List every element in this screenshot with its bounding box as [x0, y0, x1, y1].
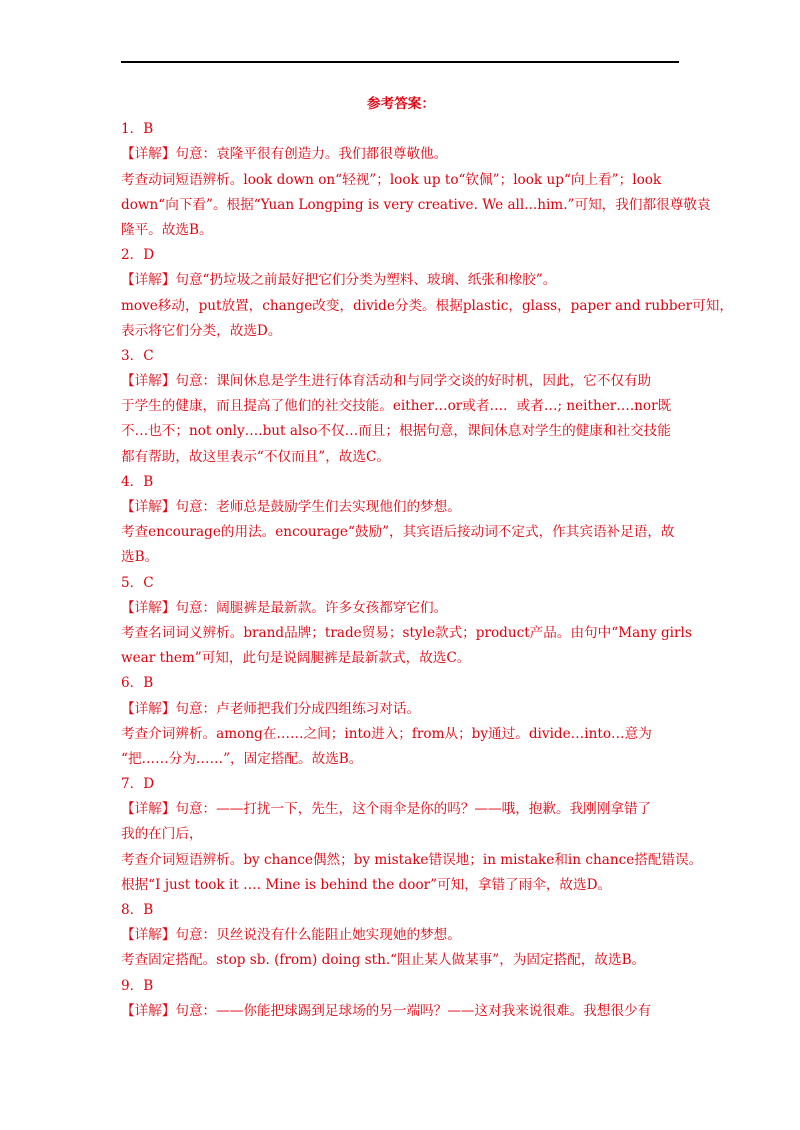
question-7-answer: 7．D	[121, 776, 155, 793]
header-rule	[121, 61, 679, 63]
question-7-explanation-line: 根据“I just took it …. Mine is behind the door”可知，拿错了雨伞，故选D。	[121, 876, 612, 893]
question-8-translation: 【详解】句意：贝丝说没有什么能阻止她实现她的梦想。	[121, 927, 461, 944]
question-6-answer: 6．B	[121, 675, 154, 692]
question-1-explanation-line: down“向下看”。根据“Yuan Longping is very creative. We all...him.”可知，我们都很尊敬袁	[121, 196, 711, 213]
answer-title: 参考答案：	[367, 96, 435, 112]
question-1-explanation-line: 考查动词短语辨析。look down on“轻视”；look up to“钦佩”；look up“向上看”；look	[121, 171, 662, 188]
question-2-explanation-line: 表示将它们分类，故选D。	[121, 322, 282, 339]
question-6-translation: 【详解】句意：卢老师把我们分成四组练习对话。	[121, 700, 421, 717]
question-9-answer: 9．B	[121, 977, 154, 994]
question-7-translation: 【详解】句意：——打扰一下，先生，这个雨伞是你的吗？——哦，抱歉。我刚刚拿错了	[121, 801, 652, 818]
question-7-translation-cont: 我的在门后，	[121, 826, 203, 843]
question-1-explanation-line: 隆平。故选B。	[121, 221, 213, 238]
question-1-translation: 【详解】句意：袁隆平很有创造力。我们都很尊敬他。	[121, 146, 448, 163]
question-9-translation: 【详解】句意：——你能把球踢到足球场的另一端吗？——这对我来说很难。我想很少有	[121, 1002, 652, 1019]
answer-content	[121, 92, 733, 1024]
question-3-explanation-line: 于学生的健康，而且提高了他们的社交技能。either…or或者…．或者…; neither….nor既	[121, 398, 672, 415]
question-4-explanation-line: 考查encourage的用法。encourage“鼓励”，其宾语后接动词不定式，作其宾语补足语，故	[121, 524, 675, 541]
question-2-translation: 【详解】句意“扔垃圾之前最好把它们分类为塑料、玻璃、纸张和橡胶”。	[121, 272, 557, 289]
question-8-answer: 8．B	[121, 902, 154, 918]
question-2-explanation-line: move移动，put放置，change改变，divide分类。根据plastic，glass，paper and rubber可知，	[121, 297, 733, 314]
question-1-answer: 1．B	[121, 121, 154, 138]
question-5-answer: 5．C	[121, 574, 154, 591]
question-3-explanation-line: 不…也不；not only….but also不仅…而且；根据句意，课间休息对学生的健康和社交技能	[121, 423, 671, 440]
question-6-explanation-line: 考查介词辨析。among在……之间；into进入；from从；by通过。divide…into…意为	[121, 725, 652, 742]
question-2-answer: 2．D	[121, 247, 155, 264]
question-8-explanation-line: 考查固定搭配。stop sb. (from) doing sth.“阻止某人做某事”，为固定搭配，故选B。	[121, 952, 646, 969]
question-5-translation: 【详解】句意：阔腿裤是最新款。许多女孩都穿它们。	[121, 599, 448, 616]
question-4-explanation-line: 选B。	[121, 549, 159, 566]
question-3-translation: 【详解】句意：课间休息是学生进行体育活动和与同学交谈的好时机，因此，它不仅有助	[121, 373, 652, 390]
question-5-explanation-line: wear them”可知，此句是说阔腿裤是最新款式，故选C。	[121, 650, 471, 667]
question-4-translation: 【详解】句意：老师总是鼓励学生们去实现他们的梦想。	[121, 499, 461, 515]
question-3-explanation-line: 都有帮助，故这里表示“不仅而且”，故选C。	[121, 448, 390, 465]
question-5-explanation-line: 考查名词词义辨析。brand品牌；trade贸易；style款式；product产品。由句中“Many girls	[121, 624, 692, 641]
question-3-answer: 3．C	[121, 347, 154, 364]
question-7-explanation-line: 考查介词短语辨析。by chance偶然；by mistake错误地；in mistake和in chance搭配错误。	[121, 851, 703, 868]
question-4-answer: 4．B	[121, 473, 154, 490]
question-6-explanation-line: “把……分为……”，固定搭配。故选B。	[121, 750, 363, 767]
